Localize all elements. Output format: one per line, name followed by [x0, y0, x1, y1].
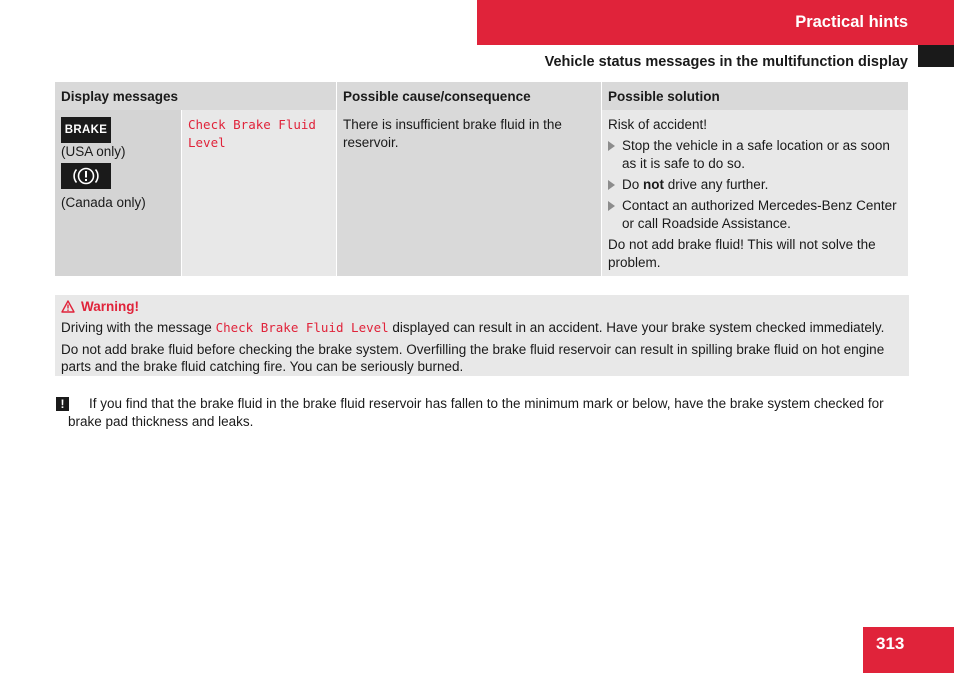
- symbol-cell: [55, 110, 182, 276]
- solution-step-text: Stop the vehicle in a safe location or as soon as it is safe to do so.: [622, 138, 890, 171]
- solution-steps: [608, 137, 902, 233]
- column-header-cause: Possible cause/consequence: [337, 82, 602, 110]
- bullet-arrow-icon: [608, 141, 615, 151]
- solution-step-emphasis: not: [643, 177, 665, 192]
- list-item: [608, 176, 902, 194]
- solution-cell: [602, 110, 909, 276]
- display-message-text: Check Brake Fluid Level: [188, 117, 316, 150]
- bullet-arrow-icon: [608, 201, 615, 211]
- warning-heading: [61, 298, 139, 315]
- solution-intro: Risk of accident!: [608, 117, 708, 132]
- brake-warning-circle-icon: [61, 163, 111, 189]
- warning-text: displayed can result in an accident. Have your brake system checked immediately.: [388, 320, 885, 335]
- list-item: [608, 137, 902, 173]
- column-header-display-messages: Display messages: [55, 82, 337, 110]
- warning-title: Warning!: [81, 299, 139, 314]
- usa-only-label: (USA only): [61, 144, 126, 159]
- warning-text: Driving with the message: [61, 320, 216, 335]
- solution-step-text: drive any further.: [664, 177, 769, 192]
- warning-paragraph-2: Do not add brake fluid before checking the brake system. Overfilling the brake fluid reservoir can result in spilling brake fluid on hot engine parts and the brake fluid catching fire. You can be seriously burned.: [61, 342, 885, 374]
- section-header-bar: [477, 0, 954, 45]
- canada-only-label: (Canada only): [61, 195, 146, 210]
- list-item: [608, 197, 902, 233]
- cause-text: There is insufficient brake fluid in the reservoir.: [343, 117, 562, 150]
- section-title: Practical hints: [795, 13, 908, 31]
- exclamation-icon: !: [56, 397, 69, 411]
- brake-warning-symbol: BRAKE: [61, 117, 111, 143]
- table-row: [55, 110, 909, 276]
- note-block: [55, 395, 909, 431]
- solution-note: Do not add brake fluid! This will not solve the problem.: [608, 237, 876, 270]
- column-header-solution: Possible solution: [602, 82, 909, 110]
- bullet-arrow-icon: [608, 180, 615, 190]
- warning-display-message: Check Brake Fluid Level: [215, 320, 389, 335]
- solution-step-text: Contact an authorized Mercedes-Benz Center or call Roadside Assistance.: [622, 198, 897, 231]
- warning-triangle-icon: [61, 300, 75, 313]
- warning-paragraph-1: [61, 319, 905, 336]
- cause-cell: [337, 110, 602, 276]
- message-cell: [182, 110, 337, 276]
- status-message-table: [55, 82, 909, 276]
- page-subheading: Vehicle status messages in the multifunction display: [544, 54, 908, 70]
- thumb-index-tab: [918, 45, 954, 67]
- page-number-tab: [863, 627, 954, 673]
- page-number: 313: [876, 634, 905, 653]
- table-header-row: [55, 82, 909, 110]
- solution-step-text: Do: [622, 177, 644, 192]
- note-text: If you find that the brake fluid in the brake fluid reservoir has fallen to the minimum mark or below, have the brake system checked for brake pad thickness and leaks.: [68, 396, 884, 429]
- warning-box: [55, 295, 909, 376]
